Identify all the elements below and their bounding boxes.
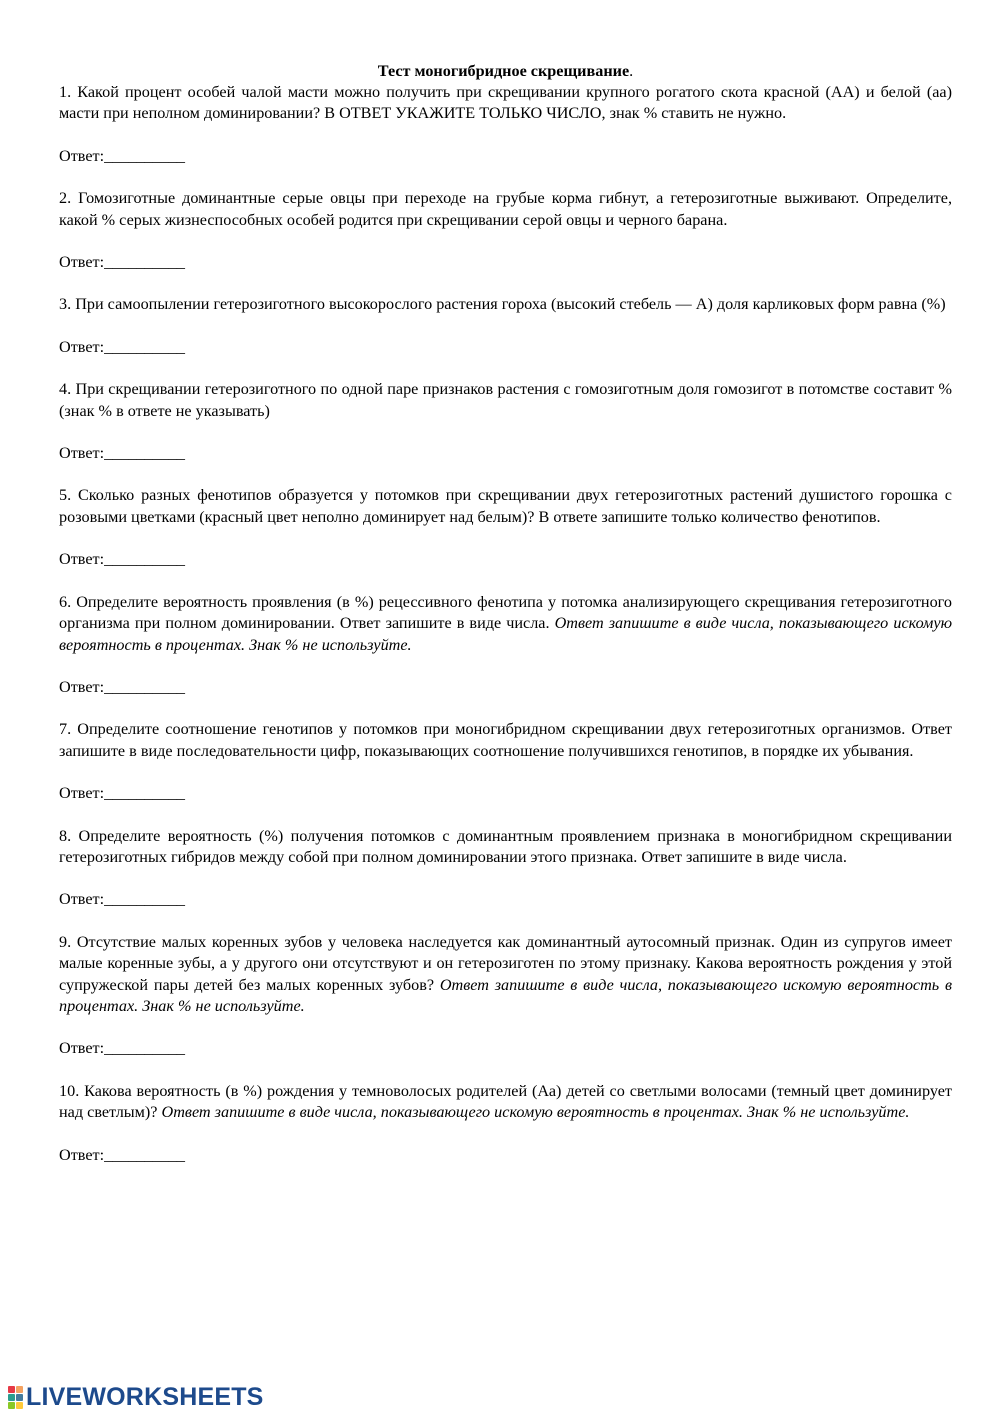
answer-field-6[interactable]: Ответ:__________ (59, 677, 186, 696)
question-instruction: Ответ запишите в виде числа, показывающего искомую вероятность в процентах. Знак % не используйте. (59, 975, 952, 1015)
questions-list (59, 82, 952, 1187)
answer-field-1[interactable]: Ответ:__________ (59, 146, 186, 165)
question-text: 7. Определите соотношение генотипов у потомков при моногибридном скрещивании двух гетерозиготных организмов. Ответ запишите в виде последовательности цифр, показывающих соотношение получившихся генотипов, в порядке их убывания. (59, 720, 952, 760)
question-text: 3. При самоопылении гетерозиготного высокорослого растения гороха (высокий стебель — А) доля карликовых форм равна (%) (59, 295, 946, 314)
logo-block (16, 1386, 23, 1393)
logo-block (8, 1394, 15, 1401)
question-text: 4. При скрещивании гетерозиготного по одной паре признаков растения с гомозиготным доля гомозигот в потомстве составит % (знак % в ответе не указывать) (59, 380, 952, 420)
question-instruction: Ответ запишите в виде числа, показывающего искомую вероятность в процентах. Знак % не используйте. (59, 614, 952, 654)
question-7 (59, 719, 952, 762)
answer-field-4[interactable]: Ответ:__________ (59, 444, 186, 463)
liveworksheets-logo-icon (8, 1386, 23, 1409)
answer-field-7[interactable]: Ответ:__________ (59, 784, 186, 803)
footer-brand (8, 1381, 264, 1413)
question-text: 9. Отсутствие малых коренных зубов у человека наследуется как доминантный аутосомный признак. Один из супругов имеет малые коренные зубы, а у другого они отсутствуют и он гетерозиготен по этому признаку. Какова вероятность рождения у этой супружеской пары детей без малых коренных зубов? (59, 932, 952, 994)
title-text: Тест моногибридное скрещивание (377, 62, 630, 80)
question-text: 5. Сколько разных фенотипов образуется у потомков при скрещивании двух гетерозиготных растений душистого горошка с розовыми цветками (красный цвет неполно доминирует над белым)? В ответе запишите только количество фенотипов. (59, 486, 952, 526)
answer-field-2[interactable]: Ответ:__________ (59, 253, 186, 272)
question-9 (59, 932, 952, 1018)
question-instruction: Ответ запишите в виде числа, показывающего искомую вероятность в процентах. Знак % не используйте. (161, 1103, 910, 1122)
logo-block (8, 1386, 15, 1393)
question-text: 8. Определите вероятность (%) получения потомков с доминантным проявлением признака в моногибридном скрещивании гетерозиготных гибридов между собой при полном доминировании этого признака. Ответ запишите в виде числа. (59, 826, 952, 866)
question-5 (59, 485, 952, 528)
logo-block (16, 1394, 23, 1401)
question-text: 1. Какой процент особей чалой масти можно получить при скрещивании крупного рогатого скота красной (АА) и белой (аа) масти при неполном доминировании? В ОТВЕТ УКАЖИТЕ ТОЛЬКО ЧИСЛО, знак % ставить не нужно. (59, 83, 952, 123)
question-2 (59, 188, 952, 231)
worksheet-page (59, 60, 952, 1187)
answer-field-5[interactable]: Ответ:__________ (59, 550, 186, 569)
answer-field-3[interactable]: Ответ:__________ (59, 337, 186, 356)
question-text: 6. Определите вероятность проявления (в %) рецессивного фенотипа у потомка анализирующего скрещивания гетерозиготного организма при полном доминировании. Ответ запишите в виде числа. (59, 592, 952, 633)
question-8 (59, 826, 952, 869)
question-10 (59, 1081, 952, 1124)
question-1 (59, 82, 952, 125)
question-3 (59, 294, 952, 315)
question-text: 2. Гомозиготные доминантные серые овцы при переходе на грубые корма гибнут, а гетерозиготные выживают. Определите, какой % серых жизнеспособных особей родится при скрещивании серой овцы и черного барана. (59, 189, 952, 229)
answer-field-9[interactable]: Ответ:__________ (59, 1039, 186, 1058)
question-text: 10. Какова вероятность (в %) рождения у темноволосых родителей (Аа) детей со светлыми волосами (темный цвет доминирует над светлым)? (59, 1081, 952, 1122)
question-4 (59, 379, 952, 422)
answer-field-8[interactable]: Ответ:__________ (59, 890, 186, 909)
brand-name: LIVEWORKSHEETS (26, 1382, 264, 1411)
logo-block (16, 1402, 23, 1409)
answer-field-10[interactable]: Ответ:__________ (59, 1145, 186, 1164)
page-title (59, 60, 952, 82)
title-dot: . (629, 62, 634, 80)
logo-block (8, 1402, 15, 1409)
question-6 (59, 592, 952, 656)
